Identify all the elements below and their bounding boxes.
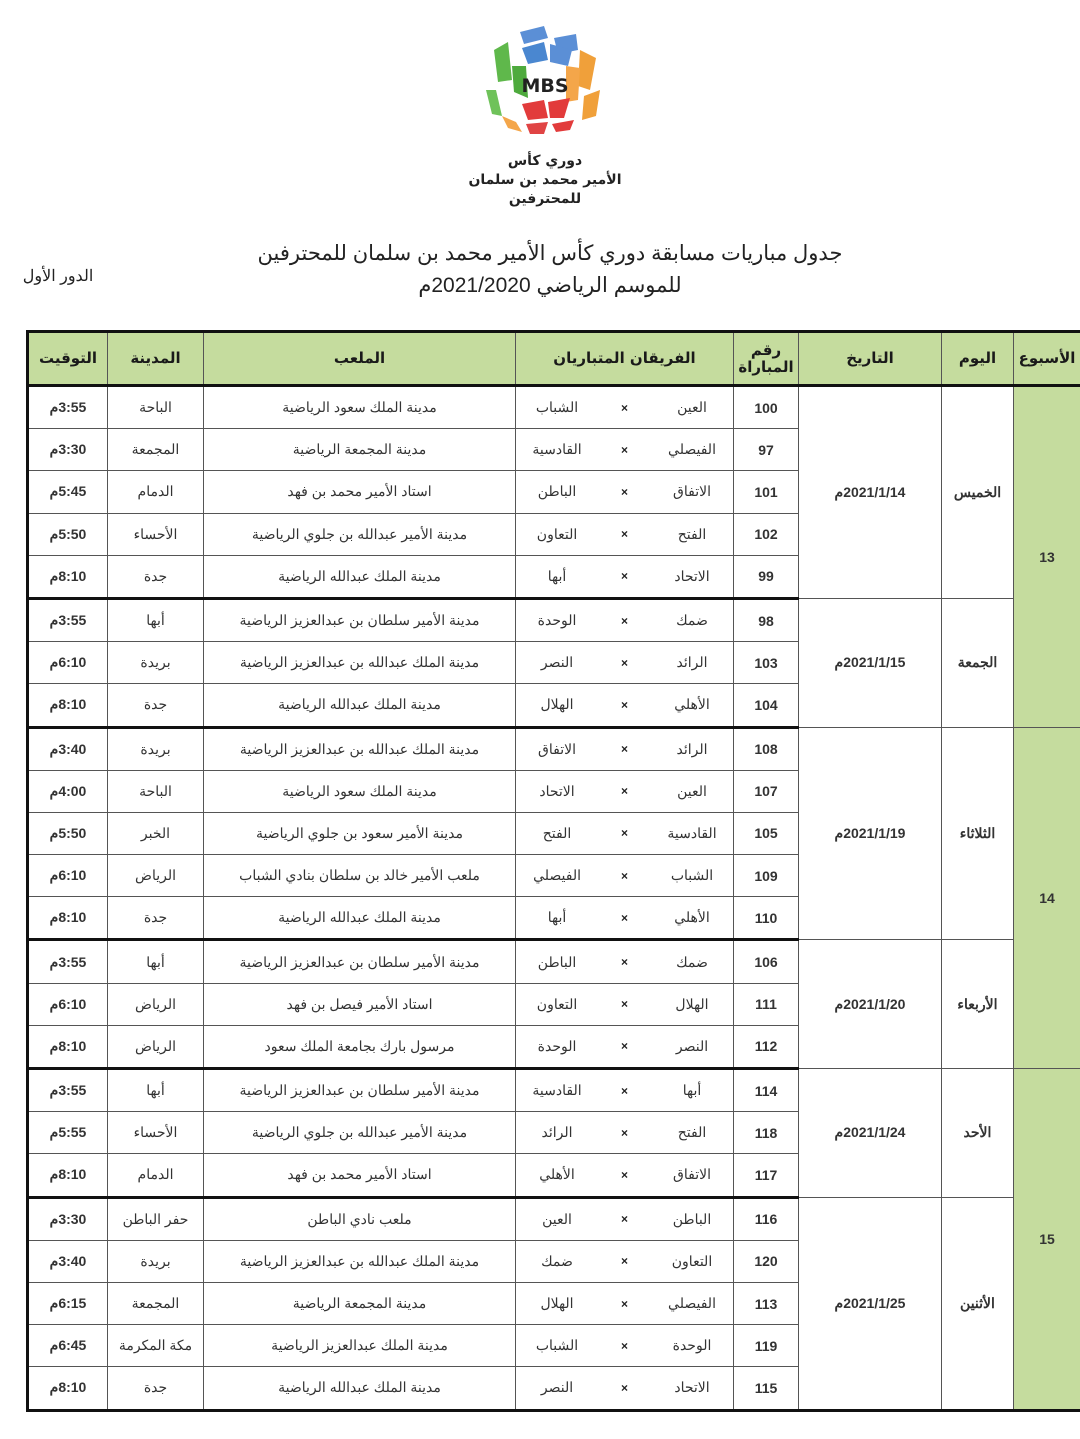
home-team: الوحدة	[672, 1337, 712, 1354]
teams-cell	[516, 1154, 734, 1197]
versus-icon: ×	[621, 955, 629, 970]
teams-pair	[516, 909, 733, 926]
city-cell: الدمام	[108, 471, 204, 513]
versus-icon: ×	[621, 1380, 629, 1395]
header-match-number: رقم المباراة	[734, 332, 799, 386]
header-teams: الفريقان المتباريان	[516, 332, 734, 386]
teams-pair	[516, 526, 733, 543]
versus-icon: ×	[621, 655, 629, 670]
stadium-cell: مدينة الملك عبدالله بن عبدالعزيز الرياضية	[204, 642, 516, 684]
match-number-cell: 115	[734, 1367, 799, 1410]
teams-cell	[516, 1282, 734, 1324]
match-row	[28, 940, 1080, 983]
city-cell: الباحة	[108, 770, 204, 812]
match-row	[28, 727, 1080, 770]
header-city: المدينة	[108, 332, 204, 386]
logo-caption-line: للمحترفين	[508, 191, 582, 207]
home-team: الفيصلي	[668, 1295, 716, 1312]
match-number-cell: 113	[734, 1282, 799, 1324]
logo-mark-text: MBS	[521, 75, 569, 97]
match-schedule-table	[26, 330, 1080, 1412]
city-cell: الرياض	[108, 983, 204, 1025]
stadium-cell: مدينة المجمعة الرياضية	[204, 1282, 516, 1324]
teams-pair	[516, 1038, 733, 1055]
time-cell: 8:10م	[28, 1025, 108, 1068]
versus-icon: ×	[621, 1039, 629, 1054]
teams-pair	[516, 1166, 733, 1183]
match-row	[28, 386, 1080, 429]
teams-pair	[516, 954, 733, 971]
teams-cell	[516, 770, 734, 812]
teams-cell	[516, 812, 734, 854]
header-date: التاريخ	[799, 332, 942, 386]
versus-icon: ×	[621, 910, 629, 925]
away-team: الوحدة	[537, 612, 577, 629]
city-cell: بريدة	[108, 727, 204, 770]
home-team: الفتح	[677, 1124, 707, 1141]
teams-pair	[516, 483, 733, 500]
teams-cell	[516, 727, 734, 770]
home-team: الأهلي	[674, 696, 710, 713]
week-number-cell: 15	[1014, 1069, 1080, 1411]
stadium-cell: مدينة الملك عبدالله بن عبدالعزيز الرياضية	[204, 727, 516, 770]
teams-cell	[516, 386, 734, 429]
away-team: الباطن	[537, 953, 577, 970]
time-cell: 6:10م	[28, 642, 108, 684]
city-cell: أبها	[108, 598, 204, 641]
home-team: العين	[677, 399, 707, 416]
versus-icon: ×	[621, 484, 629, 499]
away-team: النصر	[540, 1379, 574, 1396]
date-cell: 2021/1/19م	[799, 727, 942, 940]
match-number-cell: 117	[734, 1154, 799, 1197]
stadium-cell: مدينة الملك عبدالعزيز الرياضية	[204, 1325, 516, 1367]
stadium-cell: مدينة الملك عبدالله بن عبدالعزيز الرياضية	[204, 1240, 516, 1282]
match-number-cell: 107	[734, 770, 799, 812]
away-team: الفيصلي	[533, 867, 581, 884]
away-team: الشباب	[535, 1337, 579, 1354]
time-cell: 8:10م	[28, 555, 108, 598]
teams-pair	[516, 825, 733, 842]
stadium-cell: استاد الأمير محمد بن فهد	[204, 471, 516, 513]
teams-pair	[516, 996, 733, 1013]
stadium-cell: مدينة الأمير سلطان بن عبدالعزيز الرياضية	[204, 598, 516, 641]
match-row	[28, 1197, 1080, 1240]
versus-icon: ×	[621, 1083, 629, 1098]
time-cell: 3:55م	[28, 386, 108, 429]
away-team: أبها	[547, 909, 567, 926]
home-team: الهلال	[675, 995, 709, 1012]
teams-pair	[516, 1211, 733, 1228]
title-line-2: للموسم الرياضي 2021/2020م	[418, 274, 682, 297]
versus-icon: ×	[621, 742, 629, 757]
document-title	[240, 238, 860, 302]
home-team: الاتحاد	[674, 567, 710, 584]
match-number-cell: 97	[734, 429, 799, 471]
teams-pair	[516, 1337, 733, 1354]
away-team: الوحدة	[537, 1037, 577, 1054]
date-cell: 2021/1/20م	[799, 940, 942, 1069]
teams-cell	[516, 1112, 734, 1154]
time-cell: 6:45م	[28, 1325, 108, 1367]
stadium-cell: استاد الأمير محمد بن فهد	[204, 1154, 516, 1197]
date-cell: 2021/1/25م	[799, 1197, 942, 1410]
time-cell: 3:30م	[28, 1197, 108, 1240]
time-cell: 6:10م	[28, 983, 108, 1025]
teams-pair	[516, 741, 733, 758]
city-cell: المجمعة	[108, 429, 204, 471]
teams-cell	[516, 1240, 734, 1282]
versus-icon: ×	[621, 1254, 629, 1269]
match-number-cell: 114	[734, 1069, 799, 1112]
city-cell: مكة المكرمة	[108, 1325, 204, 1367]
home-team: الاتفاق	[673, 483, 711, 500]
home-team: الفيصلي	[668, 441, 716, 458]
logo-caption-line: الأمير محمد بن سلمان	[468, 172, 622, 188]
city-cell: جدة	[108, 1367, 204, 1410]
day-cell: الخميس	[942, 386, 1014, 599]
city-cell: الباحة	[108, 386, 204, 429]
match-number-cell: 102	[734, 513, 799, 555]
stadium-cell: استاد الأمير فيصل بن فهد	[204, 983, 516, 1025]
away-team: الاتفاق	[538, 740, 576, 757]
time-cell: 5:55م	[28, 1112, 108, 1154]
teams-pair	[516, 1124, 733, 1141]
stadium-cell: مرسول بارك بجامعة الملك سعود	[204, 1025, 516, 1068]
teams-cell	[516, 1069, 734, 1112]
day-cell: الأحد	[942, 1069, 1014, 1198]
match-number-cell: 108	[734, 727, 799, 770]
match-row	[28, 598, 1080, 641]
teams-pair	[516, 441, 733, 458]
time-cell: 3:55م	[28, 598, 108, 641]
away-team: التعاون	[536, 525, 578, 542]
stadium-cell: مدينة الملك عبدالله الرياضية	[204, 1367, 516, 1410]
stadium-cell: ملعب الأمير خالد بن سلطان بنادي الشباب	[204, 855, 516, 897]
day-cell: الجمعة	[942, 598, 1014, 727]
stadium-cell: مدينة الأمير عبدالله بن جلوي الرياضية	[204, 513, 516, 555]
teams-pair	[516, 1295, 733, 1312]
home-team: ضمك	[676, 953, 708, 970]
versus-icon: ×	[621, 997, 629, 1012]
teams-cell	[516, 855, 734, 897]
match-number-cell: 111	[734, 983, 799, 1025]
match-number-cell: 110	[734, 897, 799, 940]
teams-pair	[516, 783, 733, 800]
versus-icon: ×	[621, 400, 629, 415]
day-cell: الأربعاء	[942, 940, 1014, 1069]
teams-pair	[516, 1379, 733, 1396]
city-cell: بريدة	[108, 1240, 204, 1282]
teams-cell	[516, 1197, 734, 1240]
home-team: أبها	[682, 1082, 702, 1099]
match-number-cell: 98	[734, 598, 799, 641]
home-team: الأهلي	[674, 909, 710, 926]
stadium-cell: مدينة الملك عبدالله الرياضية	[204, 555, 516, 598]
teams-pair	[516, 1253, 733, 1270]
versus-icon: ×	[621, 1296, 629, 1311]
match-number-cell: 119	[734, 1325, 799, 1367]
city-cell: جدة	[108, 684, 204, 727]
away-team: النصر	[540, 654, 574, 671]
away-team: القادسية	[532, 1082, 582, 1099]
away-team: أبها	[547, 567, 567, 584]
versus-icon: ×	[621, 784, 629, 799]
stadium-cell: مدينة الأمير عبدالله بن جلوي الرياضية	[204, 1112, 516, 1154]
away-team: ضمك	[541, 1252, 573, 1269]
stadium-cell: مدينة الملك سعود الرياضية	[204, 770, 516, 812]
away-team: الباطن	[537, 483, 577, 500]
home-team: ضمك	[676, 612, 708, 629]
match-number-cell: 120	[734, 1240, 799, 1282]
versus-icon: ×	[621, 1212, 629, 1227]
teams-pair	[516, 867, 733, 884]
versus-icon: ×	[621, 1125, 629, 1140]
teams-cell	[516, 598, 734, 641]
away-team: العين	[542, 1210, 572, 1227]
logo-caption-line: دوري كأس	[507, 153, 583, 169]
away-team: القادسية	[532, 441, 582, 458]
match-number-cell: 112	[734, 1025, 799, 1068]
city-cell: الأحساء	[108, 513, 204, 555]
teams-cell	[516, 1367, 734, 1410]
time-cell: 8:10م	[28, 684, 108, 727]
time-cell: 8:10م	[28, 1367, 108, 1410]
home-team: الاتحاد	[674, 1379, 710, 1396]
time-cell: 8:10م	[28, 1154, 108, 1197]
stadium-cell: مدينة الأمير سلطان بن عبدالعزيز الرياضية	[204, 1069, 516, 1112]
away-team: الشباب	[535, 399, 579, 416]
date-cell: 2021/1/14م	[799, 386, 942, 599]
home-team: الفتح	[677, 525, 707, 542]
home-team: العين	[677, 782, 707, 799]
teams-pair	[516, 654, 733, 671]
versus-icon: ×	[621, 826, 629, 841]
week-number-cell: 13	[1014, 386, 1080, 728]
logo-caption	[440, 152, 650, 209]
stadium-cell: مدينة الملك عبدالله الرياضية	[204, 897, 516, 940]
time-cell: 3:55م	[28, 1069, 108, 1112]
stadium-cell: مدينة الملك عبدالله الرياضية	[204, 684, 516, 727]
match-number-cell: 99	[734, 555, 799, 598]
home-team: الشباب	[670, 867, 714, 884]
mbs-league-logo	[478, 20, 612, 144]
versus-icon: ×	[621, 527, 629, 542]
city-cell: المجمعة	[108, 1282, 204, 1324]
match-number-cell: 118	[734, 1112, 799, 1154]
time-cell: 6:15م	[28, 1282, 108, 1324]
teams-cell	[516, 471, 734, 513]
match-number-cell: 116	[734, 1197, 799, 1240]
city-cell: الرياض	[108, 855, 204, 897]
time-cell: 8:10م	[28, 897, 108, 940]
teams-cell	[516, 983, 734, 1025]
stadium-cell: مدينة الأمير سعود بن جلوي الرياضية	[204, 812, 516, 854]
week-number-cell: 14	[1014, 727, 1080, 1069]
versus-icon: ×	[621, 569, 629, 584]
city-cell: جدة	[108, 897, 204, 940]
versus-icon: ×	[621, 697, 629, 712]
city-cell: جدة	[108, 555, 204, 598]
away-team: الرائد	[541, 1124, 573, 1141]
away-team: الهلال	[540, 1295, 574, 1312]
date-cell: 2021/1/15م	[799, 598, 942, 727]
away-team: الأهلي	[539, 1166, 575, 1183]
time-cell: 4:00م	[28, 770, 108, 812]
away-team: الاتحاد	[539, 782, 575, 799]
home-team: الرائد	[676, 740, 708, 757]
teams-cell	[516, 897, 734, 940]
home-team: الرائد	[676, 654, 708, 671]
match-number-cell: 101	[734, 471, 799, 513]
teams-pair	[516, 696, 733, 713]
teams-cell	[516, 940, 734, 983]
home-team: الاتفاق	[673, 1166, 711, 1183]
match-number-cell: 105	[734, 812, 799, 854]
teams-pair	[516, 612, 733, 629]
header-time: التوقيت	[28, 332, 108, 386]
city-cell: الرياض	[108, 1025, 204, 1068]
header-day: اليوم	[942, 332, 1014, 386]
versus-icon: ×	[621, 1167, 629, 1182]
city-cell: الدمام	[108, 1154, 204, 1197]
stadium-cell: مدينة الملك سعود الرياضية	[204, 386, 516, 429]
teams-cell	[516, 642, 734, 684]
teams-cell	[516, 429, 734, 471]
versus-icon: ×	[621, 1338, 629, 1353]
home-team: القادسية	[667, 824, 717, 841]
round-label: الدور الأول	[22, 268, 94, 285]
away-team: الفتح	[542, 824, 572, 841]
time-cell: 3:40م	[28, 1240, 108, 1282]
date-cell: 2021/1/24م	[799, 1069, 942, 1198]
teams-cell	[516, 513, 734, 555]
header-stadium: الملعب	[204, 332, 516, 386]
time-cell: 5:50م	[28, 513, 108, 555]
stadium-cell: مدينة المجمعة الرياضية	[204, 429, 516, 471]
city-cell: حفر الباطن	[108, 1197, 204, 1240]
city-cell: الخبر	[108, 812, 204, 854]
versus-icon: ×	[621, 868, 629, 883]
teams-pair	[516, 1082, 733, 1099]
day-cell: الثلاثاء	[942, 727, 1014, 940]
home-team: التعاون	[671, 1252, 713, 1269]
title-line-1: جدول مباريات مسابقة دوري كأس الأمير محمد بن سلمان للمحترفين	[257, 242, 843, 265]
home-team: الباطن	[672, 1210, 712, 1227]
city-cell: الأحساء	[108, 1112, 204, 1154]
time-cell: 6:10م	[28, 855, 108, 897]
away-team: الهلال	[540, 696, 574, 713]
versus-icon: ×	[621, 442, 629, 457]
match-number-cell: 103	[734, 642, 799, 684]
match-number-cell: 100	[734, 386, 799, 429]
time-cell: 5:45م	[28, 471, 108, 513]
day-cell: الأثنين	[942, 1197, 1014, 1410]
time-cell: 3:55م	[28, 940, 108, 983]
time-cell: 3:30م	[28, 429, 108, 471]
teams-pair	[516, 399, 733, 416]
teams-cell	[516, 1325, 734, 1367]
time-cell: 3:40م	[28, 727, 108, 770]
header-week: الأسبوع	[1014, 332, 1080, 386]
stadium-cell: مدينة الأمير سلطان بن عبدالعزيز الرياضية	[204, 940, 516, 983]
city-cell: بريدة	[108, 642, 204, 684]
city-cell: أبها	[108, 940, 204, 983]
match-number-cell: 106	[734, 940, 799, 983]
time-cell: 5:50م	[28, 812, 108, 854]
schedule-body	[28, 386, 1080, 1411]
table-header-row	[28, 332, 1080, 386]
match-row	[28, 1069, 1080, 1112]
teams-pair	[516, 568, 733, 585]
stadium-cell: ملعب نادي الباطن	[204, 1197, 516, 1240]
match-number-cell: 109	[734, 855, 799, 897]
teams-cell	[516, 1025, 734, 1068]
teams-cell	[516, 684, 734, 727]
match-number-cell: 104	[734, 684, 799, 727]
versus-icon: ×	[621, 613, 629, 628]
away-team: التعاون	[536, 995, 578, 1012]
city-cell: أبها	[108, 1069, 204, 1112]
teams-cell	[516, 555, 734, 598]
home-team: النصر	[675, 1037, 709, 1054]
